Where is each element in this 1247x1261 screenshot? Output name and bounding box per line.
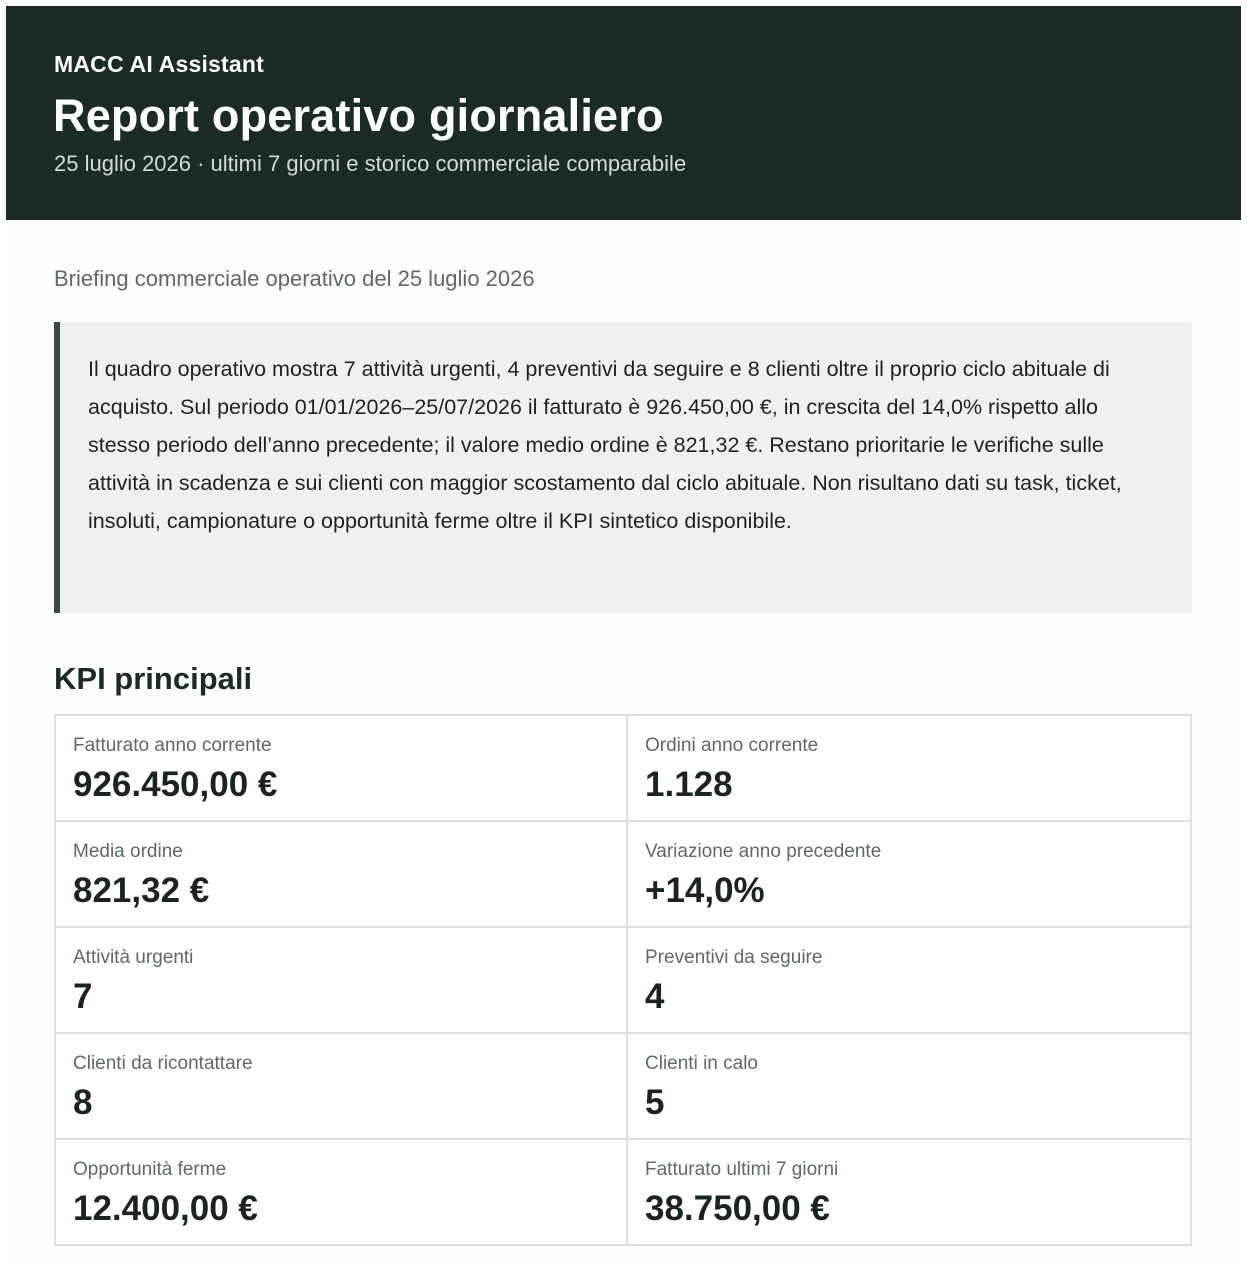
briefing-summary-text: Il quadro operativo mostra 7 attività urgenti, 4 preventivi da seguire e 8 clienti oltre il proprio ciclo abituale di acquisto. Sul periodo 01/01/2026–25/07/2026 il fatturato è 926.450,00 €, in crescita del 14,0% rispetto allo stesso periodo dell’anno precedente; il valore medio ordine è 821,32 €. Restano prioritarie le verifiche sulle attività in scadenza e sui clienti con maggior scostamento dal ciclo abituale. Non risultano dati su task, ticket, insoluti, campionature o opportunità ferme oltre il KPI sintetico disponibile.: [88, 357, 1122, 533]
kpi-label: Attività urgenti: [73, 947, 194, 968]
kpi-card-variazione: [626, 820, 1192, 928]
kpi-value: 7: [73, 977, 93, 1016]
kpi-label: Ordini anno corrente: [645, 735, 819, 756]
kpi-value: 5: [645, 1083, 665, 1122]
briefing-summary-box: [54, 322, 1192, 613]
app-brand: MACC AI Assistant: [54, 51, 264, 77]
kpi-label: Media ordine: [73, 841, 183, 862]
kpi-value: 926.450,00 €: [73, 765, 278, 804]
kpi-value: 821,32 €: [73, 871, 210, 910]
kpi-card-opportunita-ferme: [54, 1138, 628, 1246]
kpi-label: Variazione anno precedente: [645, 841, 882, 862]
kpi-label: Opportunità ferme: [73, 1159, 227, 1180]
kpi-card-media-ordine: [54, 820, 628, 928]
kpi-label: Preventivi da seguire: [645, 947, 823, 968]
kpi-label: Clienti da ricontattare: [73, 1053, 253, 1074]
kpi-card-preventivi: [626, 926, 1192, 1034]
kpi-card-clienti-ricontattare: [54, 1032, 628, 1140]
kpi-card-attivita-urgenti: [54, 926, 628, 1034]
page-subtitle: 25 luglio 2026 · ultimi 7 giorni e storico commerciale comparabile: [54, 151, 687, 176]
kpi-value: +14,0%: [645, 871, 765, 910]
report-header: [6, 6, 1241, 220]
kpi-label: Clienti in calo: [645, 1053, 758, 1074]
kpi-card-fatturato-anno: [54, 714, 628, 822]
report-page: [6, 6, 1241, 1261]
kpi-value: 12.400,00 €: [73, 1189, 258, 1228]
kpi-card-fatturato-7-giorni: [626, 1138, 1192, 1246]
briefing-label: Briefing commerciale operativo del 25 luglio 2026: [54, 266, 535, 291]
kpi-value: 1.128: [645, 765, 733, 804]
kpi-label: Fatturato ultimi 7 giorni: [645, 1159, 839, 1180]
kpi-value: 8: [73, 1083, 93, 1122]
page-title: Report operativo giornaliero: [53, 90, 664, 141]
kpi-section-title: KPI principali: [54, 661, 253, 696]
kpi-card-ordini-anno: [626, 714, 1192, 822]
kpi-label: Fatturato anno corrente: [73, 735, 272, 756]
kpi-value: 38.750,00 €: [645, 1189, 830, 1228]
kpi-card-clienti-calo: [626, 1032, 1192, 1140]
kpi-value: 4: [645, 977, 665, 1016]
